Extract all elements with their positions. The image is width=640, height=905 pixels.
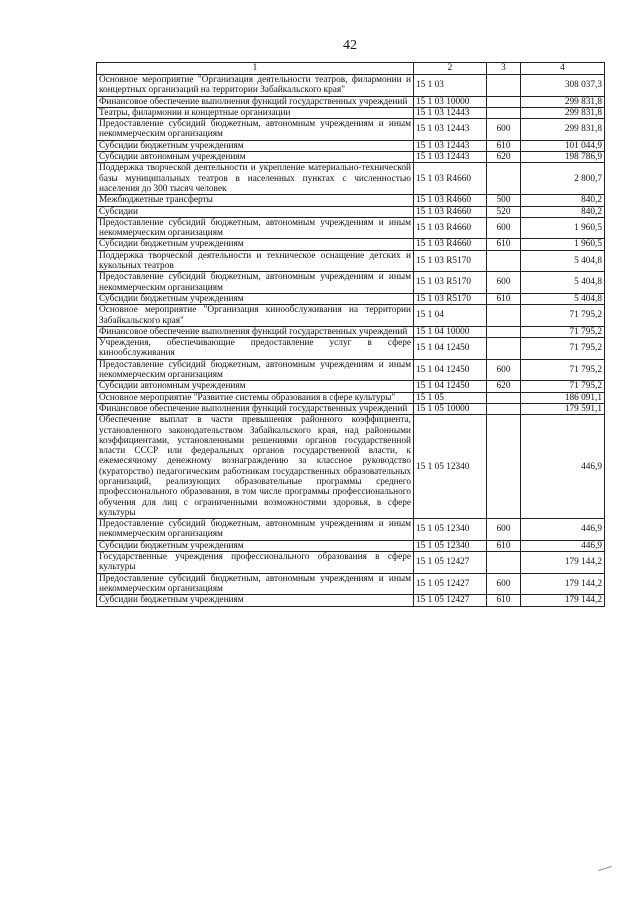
row-name: Учреждения, обеспечивающие предоставление услуг в сфере кинообслуживания — [97, 338, 414, 360]
row-code: 15 1 04 12450 — [414, 381, 487, 392]
row-code: 15 1 05 12427 — [414, 573, 487, 595]
row-amount: 71 795,2 — [521, 305, 605, 327]
row-name: Поддержка творческой деятельности и техническое оснащение детских и кукольных театров — [97, 250, 414, 272]
table-row — [97, 381, 605, 392]
row-name: Государственные учреждения профессионального образования в сфере культуры — [97, 552, 414, 574]
row-name: Субсидии бюджетным учреждениям — [97, 595, 414, 606]
row-vr: 600 — [487, 519, 521, 541]
row-code: 15 1 03 12443 — [414, 107, 487, 118]
row-code: 15 1 05 12427 — [414, 552, 487, 574]
table-row — [97, 239, 605, 250]
row-name: Поддержка творческой деятельности и укрепление материально-технической базы муниципальных театров в населенных пунктах с численностью населения до 300 тысяч человек — [97, 163, 414, 195]
row-vr: 600 — [487, 119, 521, 141]
row-vr: 620 — [487, 152, 521, 163]
row-amount: 179 144,2 — [521, 552, 605, 574]
row-code: 15 1 03 R5170 — [414, 250, 487, 272]
row-name: Финансовое обеспечение выполнения функций государственных учреждений — [97, 96, 414, 107]
table-row — [97, 75, 605, 97]
table-row — [97, 140, 605, 151]
row-vr — [487, 96, 521, 107]
row-amount: 1 960,5 — [521, 239, 605, 250]
row-vr: 610 — [487, 595, 521, 606]
row-name: Финансовое обеспечение выполнения функций государственных учреждений — [97, 326, 414, 337]
row-vr: 610 — [487, 140, 521, 151]
row-code: 15 1 03 R4660 — [414, 217, 487, 239]
row-vr — [487, 326, 521, 337]
table-body — [97, 75, 605, 607]
row-name: Предоставление субсидий бюджетным, автономным учреждениям и иным некоммерческим организациям — [97, 359, 414, 381]
row-amount: 5 404,8 — [521, 293, 605, 304]
row-amount: 179 591,1 — [521, 403, 605, 414]
row-code: 15 1 03 12443 — [414, 119, 487, 141]
table-row — [97, 403, 605, 414]
row-name: Межбюджетные трансферты — [97, 195, 414, 206]
table-row — [97, 305, 605, 327]
row-amount: 5 404,8 — [521, 250, 605, 272]
row-code: 15 1 03 10000 — [414, 96, 487, 107]
table-row — [97, 552, 605, 574]
row-name: Основное мероприятие "Развитие системы образования в сфере культуры" — [97, 392, 414, 403]
row-name: Субсидии бюджетным учреждениям — [97, 540, 414, 551]
table-row — [97, 206, 605, 217]
page-number: 42 — [343, 38, 357, 53]
row-code: 15 1 05 12340 — [414, 415, 487, 519]
table-row — [97, 119, 605, 141]
table-row — [97, 392, 605, 403]
row-amount: 179 144,2 — [521, 573, 605, 595]
row-vr: 520 — [487, 206, 521, 217]
row-vr: 500 — [487, 195, 521, 206]
row-code: 15 1 03 R5170 — [414, 272, 487, 294]
table-row — [97, 272, 605, 294]
table-row — [97, 107, 605, 118]
row-code: 15 1 05 12340 — [414, 540, 487, 551]
row-vr — [487, 107, 521, 118]
row-vr — [487, 392, 521, 403]
table-header-row — [97, 63, 605, 75]
table-row — [97, 415, 605, 519]
row-code: 15 1 05 12340 — [414, 519, 487, 541]
row-amount: 446,9 — [521, 540, 605, 551]
row-amount: 71 795,2 — [521, 326, 605, 337]
row-name: Субсидии автономным учреждениям — [97, 152, 414, 163]
table-row — [97, 217, 605, 239]
table-row — [97, 96, 605, 107]
row-amount: 299 831,8 — [521, 107, 605, 118]
row-vr — [487, 415, 521, 519]
table-row — [97, 163, 605, 195]
row-vr: 610 — [487, 540, 521, 551]
row-amount: 101 044,9 — [521, 140, 605, 151]
header-col-vr: 3 — [487, 63, 521, 75]
row-code: 15 1 04 12450 — [414, 338, 487, 360]
row-amount: 71 795,2 — [521, 359, 605, 381]
row-vr — [487, 552, 521, 574]
row-code: 15 1 03 R5170 — [414, 293, 487, 304]
row-name: Субсидии — [97, 206, 414, 217]
row-amount: 840,2 — [521, 195, 605, 206]
row-code: 15 1 05 — [414, 392, 487, 403]
row-vr: 600 — [487, 359, 521, 381]
row-vr: 610 — [487, 239, 521, 250]
row-amount: 299 831,8 — [521, 119, 605, 141]
row-amount: 299 831,8 — [521, 96, 605, 107]
row-code: 15 1 04 — [414, 305, 487, 327]
table-row — [97, 338, 605, 360]
row-amount: 5 404,8 — [521, 272, 605, 294]
row-amount: 198 786,9 — [521, 152, 605, 163]
row-vr: 600 — [487, 573, 521, 595]
row-name: Предоставление субсидий бюджетным, автономным учреждениям и иным некоммерческим организациям — [97, 519, 414, 541]
row-vr: 620 — [487, 381, 521, 392]
row-amount: 186 091,1 — [521, 392, 605, 403]
table-row — [97, 293, 605, 304]
row-name: Финансовое обеспечение выполнения функций государственных учреждений — [97, 403, 414, 414]
row-vr: 600 — [487, 217, 521, 239]
row-code: 15 1 05 12427 — [414, 595, 487, 606]
table-row — [97, 326, 605, 337]
row-code: 15 1 03 — [414, 75, 487, 97]
budget-table — [96, 62, 605, 607]
header-col-code: 2 — [414, 63, 487, 75]
table-row — [97, 250, 605, 272]
row-vr — [487, 403, 521, 414]
row-vr — [487, 75, 521, 97]
row-name: Предоставление субсидий бюджетным, автономным учреждениям и иным некоммерческим организациям — [97, 272, 414, 294]
row-amount: 71 795,2 — [521, 338, 605, 360]
row-code: 15 1 03 R4660 — [414, 206, 487, 217]
table-row — [97, 573, 605, 595]
row-name: Основное мероприятие "Организация деятельности театров, филармонии и концертных организаций на территории Забайкальского края" — [97, 75, 414, 97]
row-amount: 840,2 — [521, 206, 605, 217]
row-vr — [487, 163, 521, 195]
row-vr — [487, 338, 521, 360]
row-name: Субсидии бюджетным учреждениям — [97, 239, 414, 250]
row-name: Предоставление субсидий бюджетным, автономным учреждениям и иным некоммерческим организациям — [97, 217, 414, 239]
row-vr — [487, 250, 521, 272]
row-name: Основное мероприятие "Организация кинообслуживания на территории Забайкальского края" — [97, 305, 414, 327]
table-row — [97, 519, 605, 541]
row-amount: 1 960,5 — [521, 217, 605, 239]
row-name: Субсидии бюджетным учреждениям — [97, 140, 414, 151]
row-code: 15 1 03 12443 — [414, 152, 487, 163]
scan-artifact-mark — [598, 866, 612, 871]
row-code: 15 1 03 12443 — [414, 140, 487, 151]
table-row — [97, 195, 605, 206]
row-amount: 446,9 — [521, 519, 605, 541]
row-code: 15 1 05 10000 — [414, 403, 487, 414]
table-row — [97, 540, 605, 551]
row-vr — [487, 305, 521, 327]
table-row — [97, 152, 605, 163]
row-name: Субсидии автономным учреждениям — [97, 381, 414, 392]
row-name: Предоставление субсидий бюджетным, автономным учреждениям и иным некоммерческим организациям — [97, 573, 414, 595]
row-amount: 308 037,3 — [521, 75, 605, 97]
table-row — [97, 359, 605, 381]
row-vr: 610 — [487, 293, 521, 304]
row-amount: 179 144,2 — [521, 595, 605, 606]
row-name: Предоставление субсидий бюджетным, автономным учреждениям и иным некоммерческим организациям — [97, 119, 414, 141]
row-amount: 446,9 — [521, 415, 605, 519]
row-code: 15 1 03 R4660 — [414, 239, 487, 250]
row-code: 15 1 03 R4660 — [414, 195, 487, 206]
row-vr: 600 — [487, 272, 521, 294]
row-code: 15 1 03 R4660 — [414, 163, 487, 195]
header-col-name: 1 — [97, 63, 414, 75]
header-col-amount: 4 — [521, 63, 605, 75]
row-name: Обеспечение выплат в части превышения районного коэффициента, установленного законодательством Забайкальского края, над районными коэффициентами, установленными решениями органов государственной власти СССР или федеральных органов государственной власти, к ежемесячному денежному вознаграждению за классное руководство (кураторство) педагогическим работникам государственных образовательных организаций, реализующих образовательные программы среднего профессионального образования, в том числе программы профессионального обучения для лиц с ограниченными возможностями здоровья, в сфере культуры — [97, 415, 414, 519]
row-name: Театры, филармонии и концертные организации — [97, 107, 414, 118]
row-amount: 2 800,7 — [521, 163, 605, 195]
table-row — [97, 595, 605, 606]
row-code: 15 1 04 12450 — [414, 359, 487, 381]
row-amount: 71 795,2 — [521, 381, 605, 392]
row-code: 15 1 04 10000 — [414, 326, 487, 337]
row-name: Субсидии бюджетным учреждениям — [97, 293, 414, 304]
